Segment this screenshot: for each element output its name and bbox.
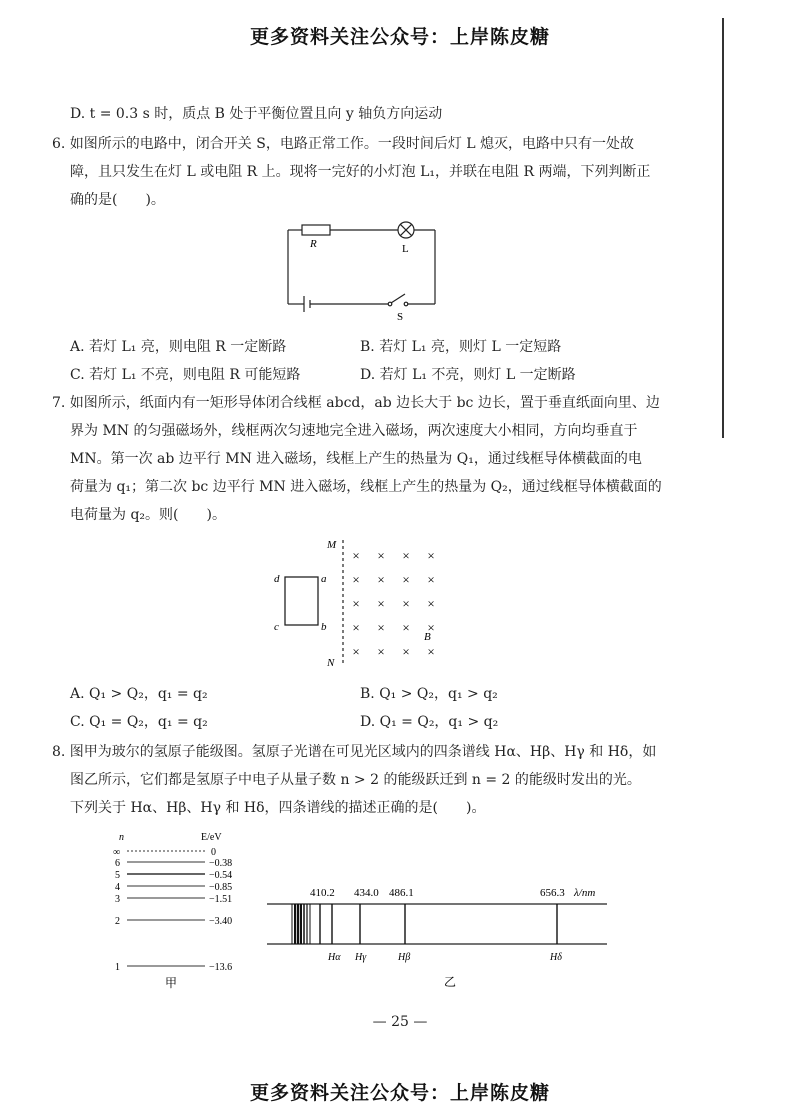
q7-option-a: A. Q₁ > Q₂，q₁ = q₂ — [70, 686, 208, 702]
wavelength-410: 410.2 — [310, 887, 335, 899]
svg-text:×: × — [377, 596, 385, 611]
page-number: — 25 — — [372, 1014, 428, 1030]
svg-text:×: × — [377, 548, 385, 563]
field-crosses — [352, 548, 434, 659]
scan-edge-line — [722, 18, 724, 438]
line-h-beta: Hβ — [398, 952, 411, 963]
svg-text:×: × — [402, 572, 410, 587]
line-h-alpha: Hα — [328, 952, 341, 963]
q6-option-b: B. 若灯 L₁ 亮，则灯 L 一定短路 — [360, 339, 562, 355]
svg-text:×: × — [352, 548, 360, 563]
switch-label: S — [397, 311, 404, 323]
level-e-inf: 0 — [211, 847, 216, 858]
svg-text:×: × — [402, 644, 410, 659]
level-e-3: −1.51 — [209, 894, 233, 905]
svg-text:×: × — [427, 644, 435, 659]
q7-option-d: D. Q₁ = Q₂，q₁ > q₂ — [360, 714, 499, 730]
energy-caption: 甲 — [165, 976, 178, 990]
corner-d-label: d — [274, 573, 280, 585]
energy-col-n: n — [119, 832, 124, 843]
q7-stem-line3: MN。第一次 ab 边平行 MN 进入磁场，线框上产生的热量为 Q₁，通过线框导体横截面的电 — [70, 451, 642, 467]
resistor-label: R — [310, 238, 317, 250]
spectrum-caption: 乙 — [444, 975, 457, 989]
level-n-6: 6 — [115, 858, 120, 869]
q6-option-c: C. 若灯 L₁ 不亮，则电阻 R 可能短路 — [70, 367, 301, 383]
q7-stem-line2: 界为 MN 的匀强磁场外，线框两次匀速地完全进入磁场，两次速度大小相同，方向均垂直于 — [70, 423, 638, 439]
line-h-delta: Hδ — [550, 952, 562, 963]
q6-stem-line2: 障，且只发生在灯 L 或电阻 R 上。现将一完好的小灯泡 L₁，并联在电阻 R 两端，下列判断正 — [70, 164, 651, 180]
energy-level-diagram — [105, 828, 255, 993]
level-n-2: 2 — [115, 916, 120, 927]
svg-text:×: × — [402, 548, 410, 563]
svg-text:×: × — [352, 596, 360, 611]
q7-stem-line1: 7. 如图所示，纸面内有一矩形导体闭合线框 abcd，ab 边长大于 bc 边长，置于垂直纸面向里、边 — [52, 395, 660, 411]
q7-stem-line4: 荷量为 q₁；第二次 bc 边平行 MN 进入磁场，线框上产生的热量为 Q₂，通过线框导体横截面的 — [70, 479, 662, 495]
q8-stem-line1: 8. 图甲为玻尔的氢原子能级图。氢原子光谱在可见光区域内的四条谱线 Hα、Hβ、Hγ 和 Hδ，如 — [52, 744, 657, 760]
spectrum-diagram — [262, 880, 612, 990]
corner-b-label: b — [321, 621, 327, 633]
q7-stem-line5: 电荷量为 q₂。则( )。 — [70, 507, 226, 523]
q6-stem-line1: 6. 如图所示的电路中，闭合开关 S，电路正常工作。一段时间后灯 L 熄灭，电路中只有一处故 — [52, 136, 635, 152]
level-n-3: 3 — [115, 894, 120, 905]
wavelength-434: 434.0 — [354, 887, 379, 899]
svg-text:×: × — [352, 620, 360, 635]
level-n-4: 4 — [115, 882, 120, 893]
header-banner: 更多资料关注公众号：上岸陈皮糖 — [249, 26, 550, 48]
wavelength-656: 656.3 — [540, 887, 565, 899]
svg-text:×: × — [402, 620, 410, 635]
level-e-5: −0.54 — [209, 870, 233, 881]
corner-c-label: c — [274, 621, 279, 633]
field-b-label: B — [424, 631, 431, 643]
svg-text:×: × — [427, 596, 435, 611]
wavelength-486: 486.1 — [389, 887, 414, 899]
svg-text:×: × — [352, 644, 360, 659]
level-n-1: 1 — [115, 962, 120, 973]
q6-option-d: D. 若灯 L₁ 不亮，则灯 L 一定断路 — [360, 367, 576, 383]
energy-col-e: E/eV — [201, 832, 222, 843]
q7-magnetic-field-diagram — [265, 532, 475, 672]
boundary-m-label: M — [327, 539, 337, 551]
q8-stem-line2: 图乙所示，它们都是氢原子中电子从量子数 n > 2 的能级跃迁到 n = 2 的能级时发出的光。 — [70, 772, 641, 788]
q6-circuit-diagram — [280, 212, 450, 324]
svg-text:×: × — [427, 620, 435, 635]
svg-text:×: × — [377, 572, 385, 587]
svg-text:×: × — [402, 596, 410, 611]
q6-option-a: A. 若灯 L₁ 亮，则电阻 R 一定断路 — [70, 339, 287, 355]
q6-stem-line3: 确的是( )。 — [70, 192, 165, 208]
svg-text:×: × — [427, 548, 435, 563]
q7-option-c: C. Q₁ = Q₂，q₁ = q₂ — [70, 714, 208, 730]
svg-text:×: × — [377, 644, 385, 659]
corner-a-label: a — [321, 573, 327, 585]
svg-text:×: × — [352, 572, 360, 587]
q7-option-b: B. Q₁ > Q₂，q₁ > q₂ — [360, 686, 498, 702]
spectral-lines — [292, 904, 557, 944]
spectrum-unit: λ/nm — [574, 887, 596, 899]
svg-text:×: × — [427, 572, 435, 587]
lamp-label: L — [402, 243, 409, 255]
level-e-6: −0.38 — [209, 858, 233, 869]
level-e-1: −13.6 — [209, 962, 233, 973]
q8-stem-line3: 下列关于 Hα、Hβ、Hγ 和 Hδ，四条谱线的描述正确的是( )。 — [70, 800, 486, 816]
level-e-2: −3.40 — [209, 916, 233, 927]
line-h-gamma: Hγ — [355, 952, 367, 963]
svg-text:×: × — [377, 620, 385, 635]
q5-option-d: D. t = 0.3 s 时，质点 B 处于平衡位置且向 y 轴负方向运动 — [70, 106, 443, 122]
level-e-4: −0.85 — [209, 882, 233, 893]
footer-banner: 更多资料关注公众号：上岸陈皮糖 — [249, 1082, 550, 1104]
level-n-inf: ∞ — [113, 847, 121, 858]
level-n-5: 5 — [115, 870, 120, 881]
boundary-n-label: N — [327, 657, 335, 669]
